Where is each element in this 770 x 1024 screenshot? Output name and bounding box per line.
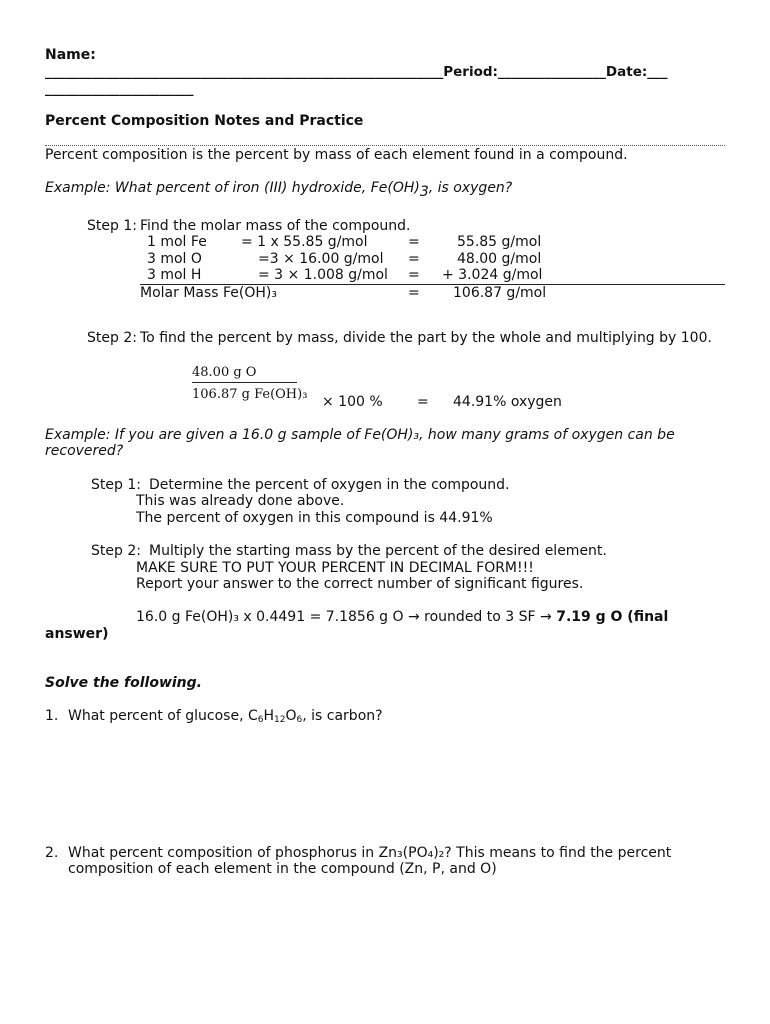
ex2-step-2-line: Report your answer to the correct number of significant figures. (136, 576, 584, 592)
row-result: + 3.024 g/mol (442, 267, 543, 283)
step-1-label: Step 1: (87, 218, 137, 234)
practice-heading: Solve the following. (45, 675, 202, 691)
question-1-text: What percent of glucose, $C_6H_{12}O_6$, is carbon? (68, 708, 383, 725)
row-calc: = 1 x 55.85 g/mol (241, 234, 368, 250)
fraction-denominator: 106.87 g Fe(OH)₃ (192, 387, 308, 402)
step-2-text: To find the percent by mass, divide the part by the whole and multiplying by 100. (140, 330, 712, 346)
row-eq: = (408, 234, 420, 250)
row-calc: = 3 × 1.008 g/mol (258, 267, 388, 283)
name-label: Name: (45, 47, 96, 63)
ex2-step-1-line: This was already done above. (136, 493, 345, 509)
fraction-bar (192, 382, 297, 383)
molar-mass-eq: = (408, 285, 420, 301)
fraction-numerator: 48.00 g O (192, 365, 257, 380)
divider (45, 145, 725, 146)
ex2-step-2-text: Multiply the starting mass by the percent of the desired element. (149, 543, 607, 559)
row-qty: 1 mol Fe (147, 234, 207, 250)
definition-text: Percent composition is the percent by mass of each element found in a compound. (45, 147, 628, 163)
question-1-number: 1. (45, 708, 59, 724)
ex2-step-1-line: The percent of oxygen in this compound is 44.91% (136, 510, 493, 526)
header-line-2: ______________________ (45, 81, 194, 97)
percent-result: 44.91% oxygen (453, 394, 562, 410)
row-result: 48.00 g/mol (457, 251, 542, 267)
final-answer-cont: answer) (45, 626, 109, 642)
times-100: × 100 % (322, 394, 383, 410)
example-1-question: Example: What percent of iron (III) hydroxide, Fe(OH)3, is oxygen? (45, 180, 513, 200)
row-eq: = (408, 251, 420, 267)
row-qty: 3 mol O (147, 251, 202, 267)
example-2-question-cont: recovered? (45, 443, 124, 459)
final-calc: 16.0 g Fe(OH)₃ x 0.4491 = 7.1856 g O → rounded to 3 SF → 7.19 g O (final (136, 609, 669, 625)
molar-mass-label: Molar Mass Fe(OH)₃ (140, 285, 277, 301)
row-qty: 3 mol H (147, 267, 202, 283)
question-2-text-cont: composition of each element in the compound (Zn, P, and O) (68, 861, 497, 877)
ex2-step-2-label: Step 2: (91, 543, 141, 559)
step-2-label: Step 2: (87, 330, 137, 346)
result-eq: = (417, 394, 429, 410)
step-1-text: Find the molar mass of the compound. (140, 218, 411, 234)
question-2-text: What percent composition of phosphorus in Zn₃(PO₄)₂? This means to find the percent (68, 845, 672, 861)
ex2-step-1-label: Step 1: (91, 477, 141, 493)
header-line: ___________________________________________________________Period:________________Date:___ (45, 64, 668, 80)
row-eq: = (408, 267, 420, 283)
row-calc: =3 × 16.00 g/mol (258, 251, 384, 267)
question-2-number: 2. (45, 845, 59, 861)
molar-mass-value: 106.87 g/mol (453, 285, 547, 301)
example-2-question: Example: If you are given a 16.0 g sample of Fe(OH)₃, how many grams of oxygen can be (45, 427, 675, 443)
ex2-step-1-text: Determine the percent of oxygen in the compound. (149, 477, 510, 493)
page-title: Percent Composition Notes and Practice (45, 113, 364, 129)
row-result: 55.85 g/mol (457, 234, 542, 250)
ex2-step-2-line: MAKE SURE TO PUT YOUR PERCENT IN DECIMAL FORM!!! (136, 560, 534, 576)
